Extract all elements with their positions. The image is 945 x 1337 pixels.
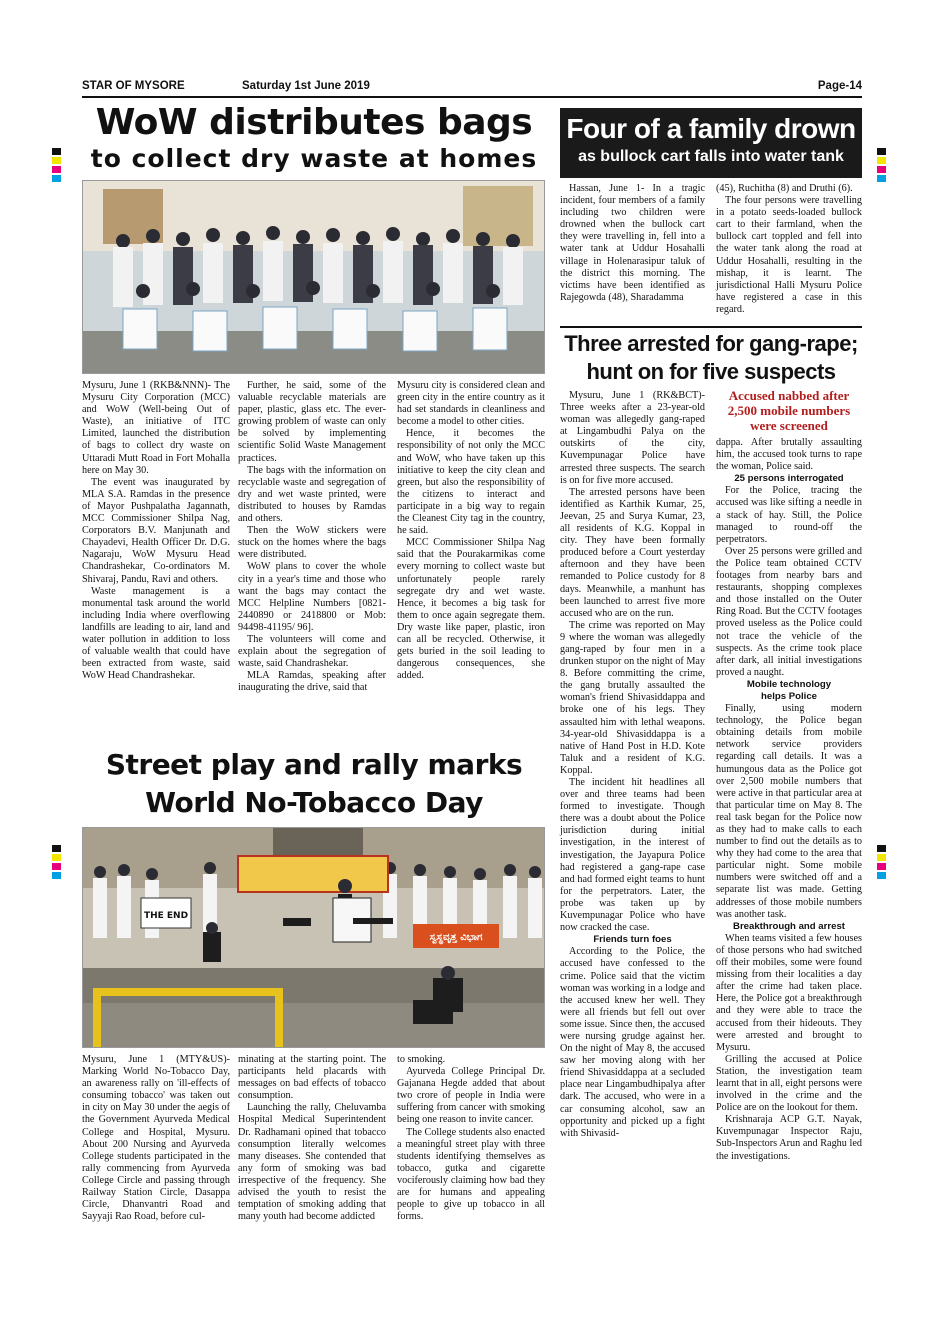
story1-photo xyxy=(82,180,545,374)
story4-c2-p2: For the Police, tracing the accused was like sifting a needle in a stack of hay. Still, the Police managed to round-off the perpetrators. xyxy=(716,485,862,545)
story2-column-2 xyxy=(238,1054,386,1223)
story4-c1-p1: Mysuru, June 1 (RK&BCT)- Three weeks after a 23-year-old woman was allegedly gang-raped at Lingambudhi Palya on the outskirts of the city, Kuvempunagar Police have arrested three suspects. The search is on for five more accused. xyxy=(560,390,705,486)
registration-marks-right-bottom xyxy=(877,845,886,881)
story4-c2-p3: Over 25 persons were grilled and the Police team obtained CCTV footages from nearby bars and restaurants, shopping complexes and those installed on the Outer Ring Road. But the CCTV footages proved useless as the Police could not trace the vehicle of the suspects. As the crime took place after dark, all initial investigations proved a naught. xyxy=(716,545,862,678)
story2-photo-placard-text: THE END xyxy=(143,911,189,921)
page-number: Page-14 xyxy=(817,80,862,92)
story1-c2-p1: Further, he said, some of the valuable recyclable materials are paper, plastic, glass etc. The ever-growing problem of waste can only be solved by implementing scientific Solid Waste Management practices. xyxy=(238,380,386,464)
story1-c2-p5: The volunteers will come and explain about the segregation of waste, said Chandrashekar. xyxy=(238,633,386,670)
story2-c3-p2: Ayurveda College Principal Dr. Gajanana Hegde added that about two crore of people in India were suffering from cancer with smoking being one reason to invite cancer. xyxy=(397,1066,545,1126)
story2-c3-p3: The College students also enacted a meaningful street play with three students identifying themselves as tobacco, gutka and cigarette vociferously claiming how bad they are for humans and appealing people to give up tobacco in all forms. xyxy=(397,1126,545,1223)
story1-c1-p1: Mysuru, June 1 (RKB&NNN)- The Mysuru City Corporation (MCC) and WoW (Well-being Out of Waste), an initiative of ITC Limited, launched the distribution of bags to collect dry waste on Uttaradi Mutt Road in Fort Mohalla here on May 30. xyxy=(82,380,230,476)
story4-c2-p6: Grilling the accused at Police Station, the investigation team learnt that in all, eight persons were involved in the crime and the Police are on the lookout for them. xyxy=(716,1053,862,1114)
registration-marks-left-bottom xyxy=(52,845,61,881)
story4-kicker-line1: Accused nabbed after xyxy=(728,388,850,403)
story3-column-2 xyxy=(716,183,862,316)
story4-headline-line2: hunt on for five suspects xyxy=(586,359,836,384)
story2-column-1 xyxy=(82,1054,230,1223)
story1-c2-p6: MLA Ramdas, speaking after inaugurating the drive, said that xyxy=(238,670,386,694)
story4-kicker-line2: 2,500 mobile numbers xyxy=(727,403,851,418)
story1-c3-p1: Mysuru city is considered clean and green city in the entire country as it had set standards in cleanliness and become a model to other cities. xyxy=(397,380,545,428)
story1-c3-p2: Hence, it becomes the responsibility of not only the MCC and WoW, who have taken up this initiative to keep the city clean and green, but also the responsibility of the citizens to interact and participate in a big way to regain the Cleanest City tag in the country, he said. xyxy=(397,428,545,537)
story2-c2-p2: Launching the rally, Cheluvamba Hospital Medical Superintendent Dr. Radhamani opined that tobacco consumption literally welcomes many diseases. She contended that any form of smoking was bad irrespective of the frequency. She advised the youth to resist the temptation of smoking adding that many youth had become addicted xyxy=(238,1102,386,1223)
issue-date: Saturday 1st June 2019 xyxy=(242,80,370,92)
story2-headline-line1: Street play and rally marks xyxy=(105,748,523,781)
story3-headline-sub: as bullock cart falls into water tank xyxy=(578,148,844,165)
story1-column-3 xyxy=(397,380,545,682)
registration-marks-right-top xyxy=(877,148,886,184)
story4-c1-p3: The crime was reported on May 9 where the woman was allegedly gang-raped by four men in a drunken stupor on the night of May 8. Before committing the crime, the gang brutally assaulted the woman's friend Shivasiddappa and broke one of his legs. They assaulted him with lethal weapons. 34-year-old Shivasiddappa is a native of Hand Post in H.D. Kote Taluk and a resident of K.G. Koppal. xyxy=(560,619,705,776)
story4-subhead-breakthrough: Breakthrough and arrest xyxy=(733,920,845,932)
story3-c1-p1: Hassan, June 1- In a tragic incident, four members of a family including two children were drowned when the bullock cart they were travelling in, fell into a water tank at Uddur Hosahalli village in Holenarasipur taluk of the district this morning. The victims have been identified as Rajegowda (48), Sharadamma xyxy=(560,183,705,303)
story4-column-1 xyxy=(560,390,705,1140)
story4-c1-p2: The arrested persons have been identified as Karthik Kumar, 25, Jeevan, 25 and Surya Kumar, 23, all residents of K.G. Koppal in city. They have been formally produced before a Court yesterday afternoon and they have been remanded to Police custody for 8 days. Meanwhile, a manhunt has been launched to arrest five more accused who are on the run. xyxy=(560,486,705,619)
masthead-rule xyxy=(82,96,862,98)
story4-c1-p5: According to the Police, the accused have confessed to the crime. Police said that the victim woman was working in a lodge and the accused knew her well. They were all friends but fell out over some issue. Since then, the accused were nursing grudge against her. On the night of May 8, the accused saw her moving along with her friend Shivasiddappa at a secluded place near Lingambudhipalya after dark. The accused, who were in a car consuming alcohol, saw an opportunity and picked up a fight with Shivasid- xyxy=(560,946,705,1139)
story1-column-2 xyxy=(238,380,386,694)
story4-c1-p4: The incident hit headlines all over and three teams had been formed to investigate. Though there was a doubt about the Police jurisdiction during initial investigation, in the interest of investigation, the Jayapura Police had registered a gang-rape case and had formed eight teams to hunt for the perpetrators. Later, the probe was taken up by Kuvempunagar Police who have now cracked the case. xyxy=(560,777,705,934)
story1-column-1 xyxy=(82,380,230,682)
story3-c2-p2: The four persons were travelling in a potato seeds-loaded bullock cart to their farmland, when the bullock cart toppled and fell into the water tank along the road at Uddur Hosahalli, resulting in the mishap, it is learnt. The jurisdictional Halli Mysuru Police have registered a case in this regard. xyxy=(716,195,862,315)
story4-subhead-friends: Friends turn foes xyxy=(593,934,672,946)
story3-headline-box xyxy=(560,108,862,178)
story4-subhead-mobile-2: helps Police xyxy=(761,690,817,702)
story1-c2-p3: Then the WoW stickers were stuck on the homes where the bags were distributed. xyxy=(238,525,386,561)
story1-headline-sub: to collect dry waste at homes xyxy=(90,144,538,173)
story4-kicker xyxy=(716,388,862,433)
story1-c2-p2: The bags with the information on recyclable waste and segregation of dry and wet waste printed, were distributed to houses by Ramdas and others. xyxy=(238,464,386,525)
newspaper-name: STAR OF MYSORE xyxy=(82,80,185,92)
story2-photo xyxy=(82,827,545,1048)
story4-column-2 xyxy=(716,437,862,1163)
story4-c2-p7: Krishnaraja ACP G.T. Nayak, Kuvempunagar Inspector Raju, Sub-Inspectors Arun and Raghu led the investigations. xyxy=(716,1114,862,1162)
story4-subhead-interrogated: 25 persons interrogated xyxy=(734,473,844,485)
story1-c3-p3: MCC Commissioner Shilpa Nag said that the Pourakarmikas come every morning to collect waste but unfortunately people rarely segregate dry and wet waste. Hence, it becomes a big task for them to once again segregate them. Dry waste like paper, plastic, iron can all be recycled. Otherwise, it gets buried in the soil leading to dangerous consequences, she added. xyxy=(397,537,545,682)
story2-c3-p1: to smoking. xyxy=(397,1054,446,1065)
story1-c2-p4: WoW plans to cover the whole city in a year's time and those who want the bags may contact the MCC Helpline Numbers [0821-2440890 or 2418800 or Mob: 94498-41195/ 96]. xyxy=(238,561,386,633)
story4-headline-line1: Three arrested for gang-rape; xyxy=(564,331,858,356)
story1-headline-main: WoW distributes bags xyxy=(95,102,533,143)
story3-c2-p1: (45), Ruchitha (8) and Druthi (6). xyxy=(716,183,853,194)
story3-headline-main: Four of a family drown xyxy=(566,113,856,144)
story3-divider xyxy=(560,326,862,328)
story1-c1-p3: Waste management is a monumental task around the world including India where overflowing landfills are leading to air, land and water pollution in addition to loss of valuable wealth that could have been extracted from waste, said WoW Head Chandrashekar. xyxy=(82,585,230,682)
story2-c2-p1: minating at the starting point. The participants held placards with messages on bad effects of tobacco consumption. xyxy=(238,1054,386,1102)
story3-column-1 xyxy=(560,183,705,304)
story2-headline-line2: World No-Tobacco Day xyxy=(145,786,483,819)
registration-marks-left-top xyxy=(52,148,61,184)
story2-column-3 xyxy=(397,1054,545,1223)
story1-c1-p2: The event was inaugurated by MLA S.A. Ramdas in the presence of Mayor Pushpalatha Jagannath, MCC Commissioner Shilpa Nag, Corporators B.V. Manjunath and Chayadevi, Health Officer Dr. D.G. Nagaraju, WoW Mysuru Head Chandrashekar, Co-ordinators M. Shivaraj, Pandu, Ravi and others. xyxy=(82,476,230,585)
story4-c2-p1: dappa. After brutally assaulting him, the accused took turns to rape the woman, Police said. xyxy=(716,437,862,473)
story2-c1-p1: Mysuru, June 1 (MTY&US)- Marking World No-Tobacco Day, an awareness rally on 'ill-effects of consuming tobacco' was taken out in city on May 30 under the aegis of the Government Ayurveda Medical College and Hospital, Mysuru. About 200 Nursing and Ayurveda College students participated in the rally commencing from Ayurveda College Circle and passing through Railway Station Circle, Dasappa Circle, Dhanvantri Road and Sayyaji Rao Road, before cul- xyxy=(82,1054,230,1223)
story4-c2-p5: When teams visited a few houses of those persons who had switched off their mobiles, some were found missing from their localities a day after the crime had taken place. Here, the Police got a breakthrough and they were able to trace the accused from their hideouts. They were arrested and brought to Mysuru. xyxy=(716,932,862,1053)
story4-c2-p4: Finally, using modern technology, the Police began obtaining details from mobile network service providers regarding call details. It was a humungous data as the Police got over 2,500 mobile numbers that were active in that particular area at that particular time on May 8. The real task began for the Police now as they had to make calls to each number to find out the details as to why they had come to the area that particular night. Some mobile numbers were switched off and a separate list was made. Getting addresses of those mobile numbers was another task. xyxy=(716,703,862,920)
story2-photo-banner-text: ಸ್ವಸ್ಥವೃತ್ತ ವಿಭಾಗ xyxy=(429,932,483,943)
story4-subhead-mobile-1: Mobile technology xyxy=(746,678,832,690)
story4-kicker-line3: were screened xyxy=(750,418,828,433)
